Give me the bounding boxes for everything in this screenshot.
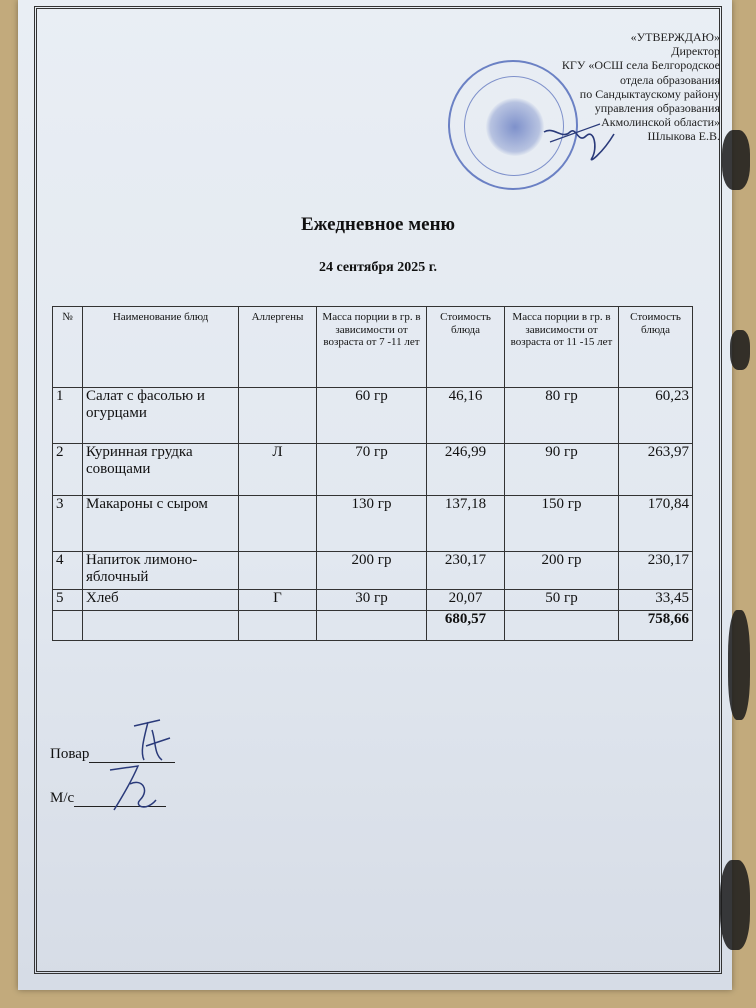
mass-11-15: 90 гр [505, 444, 619, 496]
allergen: Г [239, 590, 317, 611]
table-row [53, 388, 693, 444]
cost-11-15: 230,17 [619, 552, 693, 590]
cost-7-11: 20,07 [427, 590, 505, 611]
cost-7-11: 246,99 [427, 444, 505, 496]
approval-line: отдела образования [620, 72, 720, 87]
dish-name: Салат с фасолью и огурцами [83, 388, 239, 444]
scan-edge-shadow [722, 130, 750, 190]
row-number: 4 [53, 552, 83, 590]
mass-7-11: 60 гр [317, 388, 427, 444]
cost-7-11: 46,16 [427, 388, 505, 444]
allergen [239, 496, 317, 552]
approval-line: управления образования [594, 101, 720, 116]
menu-table [52, 306, 693, 641]
header-allergens: Аллергены [239, 307, 317, 388]
cook-signature [126, 716, 186, 766]
cost-7-11: 230,17 [427, 552, 505, 590]
cost-7-11: 137,18 [427, 496, 505, 552]
mass-7-11: 30 гр [317, 590, 427, 611]
dish-name: Макароны с сыром [83, 496, 239, 552]
mass-7-11: 130 гр [317, 496, 427, 552]
table-row [53, 552, 693, 590]
mass-7-11: 70 гр [317, 444, 427, 496]
header-mass-7-11: Масса порции в гр. в зависимости от возраста от 7 -11 лет [317, 307, 427, 388]
total-cost-11-15: 758,66 [619, 611, 693, 641]
allergen [239, 388, 317, 444]
row-number: 3 [53, 496, 83, 552]
cost-11-15: 60,23 [619, 388, 693, 444]
nurse-label: М/с [50, 790, 75, 806]
scan-edge-shadow [730, 330, 750, 370]
dish-name: Хлеб [83, 590, 239, 611]
scan-edge-shadow [728, 610, 750, 720]
approval-line: КГУ «ОСШ села Белгородское [561, 58, 720, 73]
allergen [239, 552, 317, 590]
table-row [53, 496, 693, 552]
cost-11-15: 33,45 [619, 590, 693, 611]
mass-7-11: 200 гр [317, 552, 427, 590]
header-cost-11-15: Стоимость блюда [619, 307, 693, 388]
allergen: Л [239, 444, 317, 496]
mass-11-15: 150 гр [505, 496, 619, 552]
header-mass-11-15: Масса порции в гр. в зависимости от возраста от 11 -15 лет [505, 307, 619, 388]
header-dish-name: Наименование блюд [83, 307, 239, 388]
mass-11-15: 200 гр [505, 552, 619, 590]
approval-line: Шлыкова Е.В. [647, 129, 720, 144]
approval-line: Директор [671, 44, 720, 59]
table-row [53, 444, 693, 496]
table-header-row [53, 307, 693, 388]
row-number: 1 [53, 388, 83, 444]
cost-11-15: 170,84 [619, 496, 693, 552]
nurse-signature [102, 760, 162, 820]
cook-label: Повар [50, 746, 90, 762]
scan-edge-shadow [720, 860, 750, 950]
header-cost-7-11: Стоимость блюда [427, 307, 505, 388]
row-number: 5 [53, 590, 83, 611]
page-title: Ежедневное меню [300, 214, 456, 235]
total-row [53, 611, 693, 641]
dish-name: Куринная грудка совощами [83, 444, 239, 496]
mass-11-15: 50 гр [505, 590, 619, 611]
mass-11-15: 80 гр [505, 388, 619, 444]
approval-line: Акмолинской области» [601, 115, 720, 130]
total-cost-7-11: 680,57 [427, 611, 505, 641]
approval-line: «УТВЕРЖДАЮ» [630, 30, 720, 44]
cost-11-15: 263,97 [619, 444, 693, 496]
director-signature [540, 118, 620, 168]
header-number: № [53, 307, 83, 388]
approval-line: по Сандыктаускому району [579, 86, 720, 101]
dish-name: Напиток лимоно-яблочный [83, 552, 239, 590]
menu-date: 24 сентября 2025 г. [318, 260, 438, 275]
row-number: 2 [53, 444, 83, 496]
emblem-icon [486, 98, 544, 156]
table-row [53, 590, 693, 611]
